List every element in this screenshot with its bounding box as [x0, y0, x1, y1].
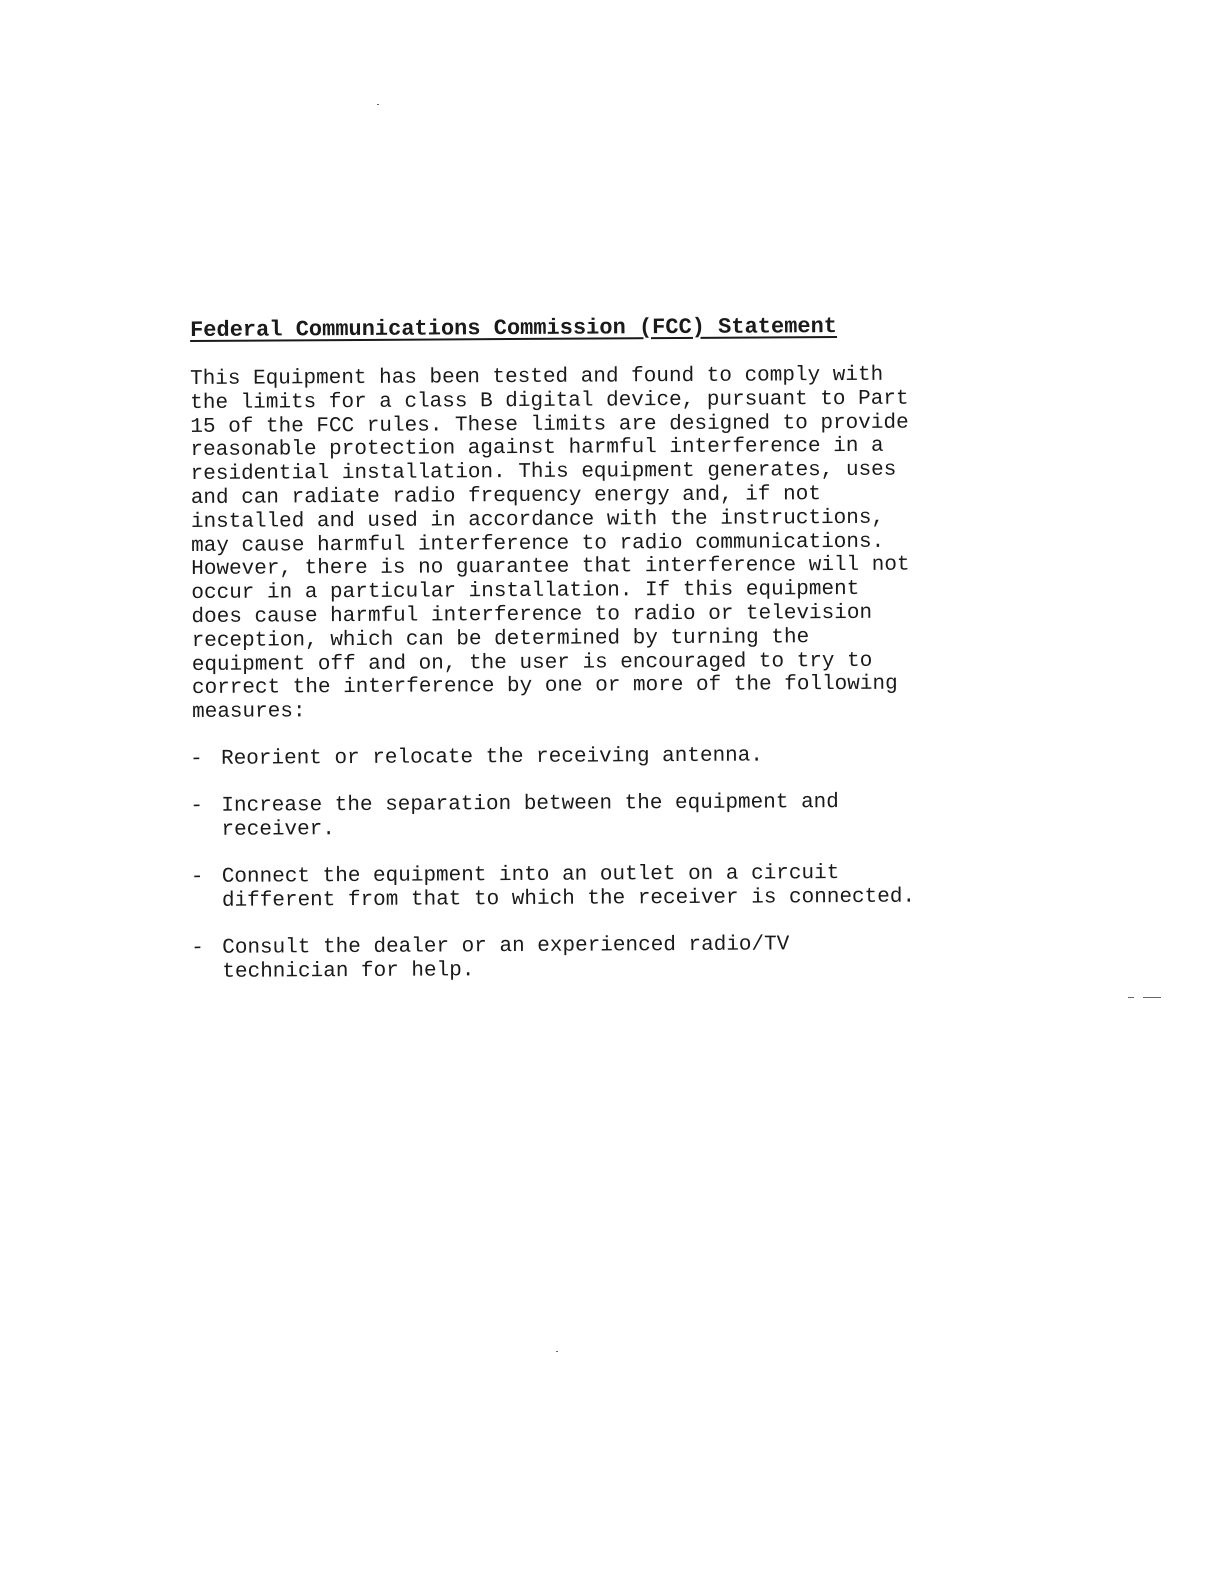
measure-line: Reorient or relocate the receiving antenna. [220, 744, 764, 771]
paragraph-line: reasonable protection against harmful interference in a [190, 435, 884, 463]
document-title: Federal Communications Commission (FCC) Statement [190, 314, 838, 343]
bullet-dash: - [190, 865, 204, 889]
bullet-dash: - [190, 747, 203, 771]
paragraph-line: may cause harmful interference to radio communications. [191, 530, 885, 558]
scan-speck [556, 1351, 558, 1352]
paragraph-line: This Equipment has been tested and found to comply with [190, 363, 884, 391]
measure-item-consult-dealer [191, 932, 1021, 985]
paragraph-line: residential installation. This equipment generates, uses [190, 458, 897, 487]
measure-line: receiver. [221, 818, 335, 842]
paragraph-line: and can radiate radio frequency energy and, if not [190, 483, 821, 510]
paragraph-line: measures: [192, 700, 306, 725]
paragraph-line: does cause harmful interference to radio or television [191, 601, 873, 629]
paragraph-line: correct the interference by one or more of the following [191, 673, 898, 701]
paragraph-line: the limits for a class B digital device, pursuant to Part [190, 387, 909, 415]
scan-speck [1128, 997, 1134, 998]
scan-speck [377, 104, 379, 105]
measure-line: technician for help. [222, 959, 475, 984]
measure-item-increase-separation [190, 790, 1020, 843]
measure-item-reorient-antenna [190, 743, 1020, 772]
scan-speck [1143, 997, 1161, 998]
paragraph-line: equipment off and on, the user is encouraged to try to [191, 649, 873, 677]
paragraph-line: reception, which can be determined by turning the [191, 625, 810, 653]
measures-list [190, 743, 1022, 1008]
paragraph-line: However, there is no guarantee that interference will not [191, 553, 910, 582]
paragraph-line: installed and used in accordance with the instructions, [190, 506, 885, 534]
paragraph-line: occur in a particular installation. If this equipment [191, 578, 860, 606]
measure-line: Consult the dealer or an experienced radio/TV [222, 933, 790, 960]
measure-line: Connect the equipment into an outlet on a circuit [221, 862, 840, 889]
measure-line: different from that to which the receiver is connected. [221, 885, 916, 913]
fcc-statement-paragraph [190, 363, 1022, 725]
measure-item-different-circuit [191, 861, 1021, 914]
bullet-dash: - [191, 936, 204, 960]
paragraph-line: 15 of the FCC rules. These limits are designed to provide [190, 411, 909, 439]
bullet-dash: - [190, 794, 204, 818]
measure-line: Increase the separation between the equipment and [221, 791, 839, 818]
